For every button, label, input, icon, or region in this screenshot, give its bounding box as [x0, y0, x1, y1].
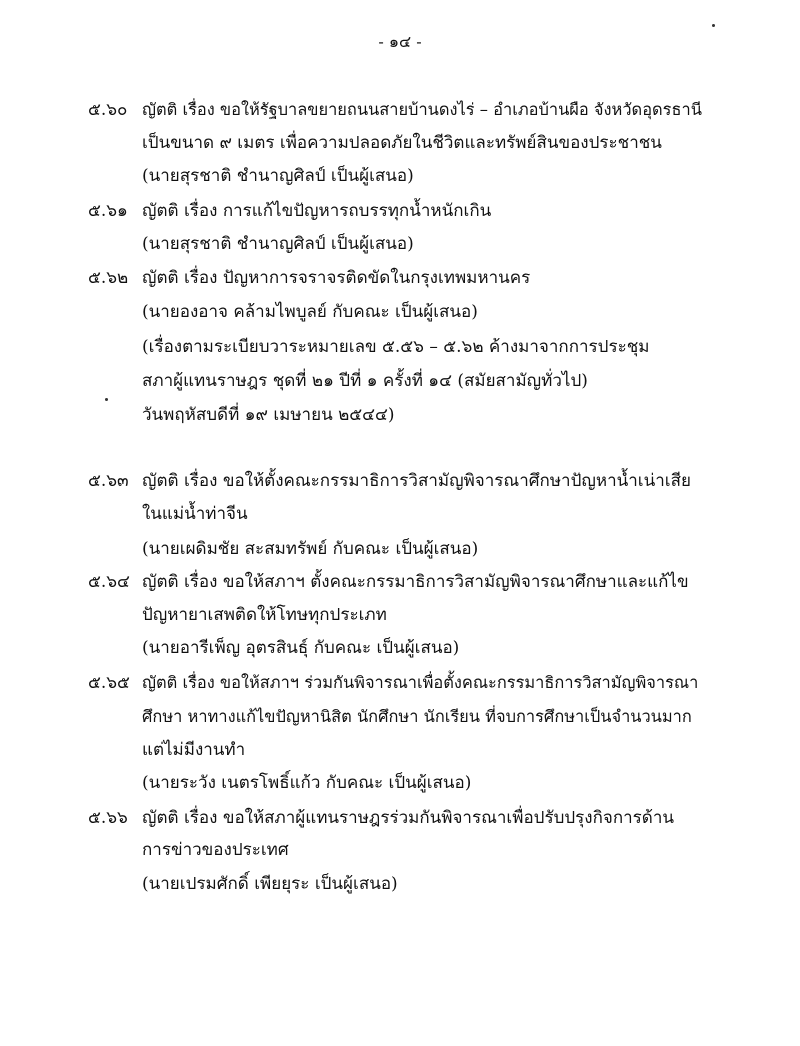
item-title-line: เป็นขนาด ๙ เมตร เพื่อความปลอดภัยในชีวิตและทรัพย์สินของประชาชน: [142, 133, 662, 153]
item-title-line: แต่ไม่มีงานทำ: [142, 740, 246, 760]
item-number: ๕.๖๕: [88, 673, 130, 693]
item-title-line: การข่าวของประเทศ: [142, 840, 289, 860]
item-proposer: (นายสุรชาติ ชำนาญศิลป์ เป็นผู้เสนอ): [142, 234, 414, 254]
item-title-line: ญัตติ เรื่อง ปัญหาการจราจรติดขัดในกรุงเทพมหานคร: [142, 268, 531, 288]
item-number: ๕.๖๓: [88, 471, 129, 491]
item-number: ๕.๖๖: [88, 808, 128, 828]
item-proposer: (นายอารีเพ็ญ อุตรสินธุ์ กับคณะ เป็นผู้เสนอ): [142, 638, 460, 658]
item-title-line: ศึกษา หาทางแก้ไขปัญหานิสิต นักศึกษา นักเรียน ที่จบการศึกษาเป็นจำนวนมาก: [142, 707, 692, 726]
item-number: ๕.๖๐: [88, 100, 128, 120]
page-number: - ๑๔ -: [378, 32, 422, 51]
item-number: ๕.๖๑: [88, 201, 128, 221]
item-number: ๕.๖๒: [88, 268, 129, 288]
scan-speck: [712, 24, 715, 27]
item-note-line: สภาผู้แทนราษฎร ชุดที่ ๒๑ ปีที่ ๑ ครั้งที่ ๑๔ (สมัยสามัญทั่วไป): [142, 371, 588, 391]
item-proposer: (นายระวัง เนตรโพธิ์แก้ว กับคณะ เป็นผู้เสนอ): [142, 773, 472, 793]
item-note-line: (เรื่องตามระเบียบวาระหมายเลข ๕.๕๖ – ๕.๖๒ ค้างมาจากการประชุม: [142, 337, 650, 357]
item-proposer: (นายองอาจ คล้ามไพบูลย์ กับคณะ เป็นผู้เสนอ): [142, 302, 478, 322]
item-note-line: วันพฤหัสบดีที่ ๑๙ เมษายน ๒๕๔๔): [142, 405, 395, 425]
item-title-line: ปัญหายาเสพติดให้โทษทุกประเภท: [142, 605, 387, 625]
item-title-line: ญัตติ เรื่อง ขอให้สภาผู้แทนราษฎรร่วมกันพิจารณาเพื่อปรับปรุงกิจการด้าน: [142, 808, 675, 828]
item-proposer: (นายสุรชาติ ชำนาญศิลป์ เป็นผู้เสนอ): [142, 166, 414, 186]
item-title-line: ญัตติ เรื่อง ขอให้รัฐบาลขยายถนนสายบ้านดงไร่ – อำเภอบ้านผือ จังหวัดอุดรธานี: [142, 100, 702, 119]
item-title-line: ญัตติ เรื่อง ขอให้สภาฯ ร่วมกันพิจารณาเพื่อตั้งคณะกรรมาธิการวิสามัญพิจารณา: [142, 673, 699, 692]
item-title-line: ญัตติ เรื่อง ขอให้ตั้งคณะกรรมาธิการวิสามัญพิจารณาศึกษาปัญหาน้ำเน่าเสีย: [142, 471, 691, 491]
item-title-line: ญัตติ เรื่อง ขอให้สภาฯ ตั้งคณะกรรมาธิการวิสามัญพิจารณาศึกษาและแก้ไข: [142, 572, 689, 592]
item-proposer: (นายเผดิมชัย สะสมทรัพย์ กับคณะ เป็นผู้เสนอ): [142, 539, 479, 559]
item-title-line: ในแม่น้ำท่าจีน: [142, 504, 248, 524]
item-proposer: (นายเปรมศักดิ์ เพียยุระ เป็นผู้เสนอ): [142, 874, 398, 894]
item-number: ๕.๖๔: [88, 572, 130, 592]
item-title-line: ญัตติ เรื่อง การแก้ไขปัญหารถบรรทุกน้ำหนักเกิน: [142, 201, 492, 221]
scan-speck: [105, 398, 108, 401]
